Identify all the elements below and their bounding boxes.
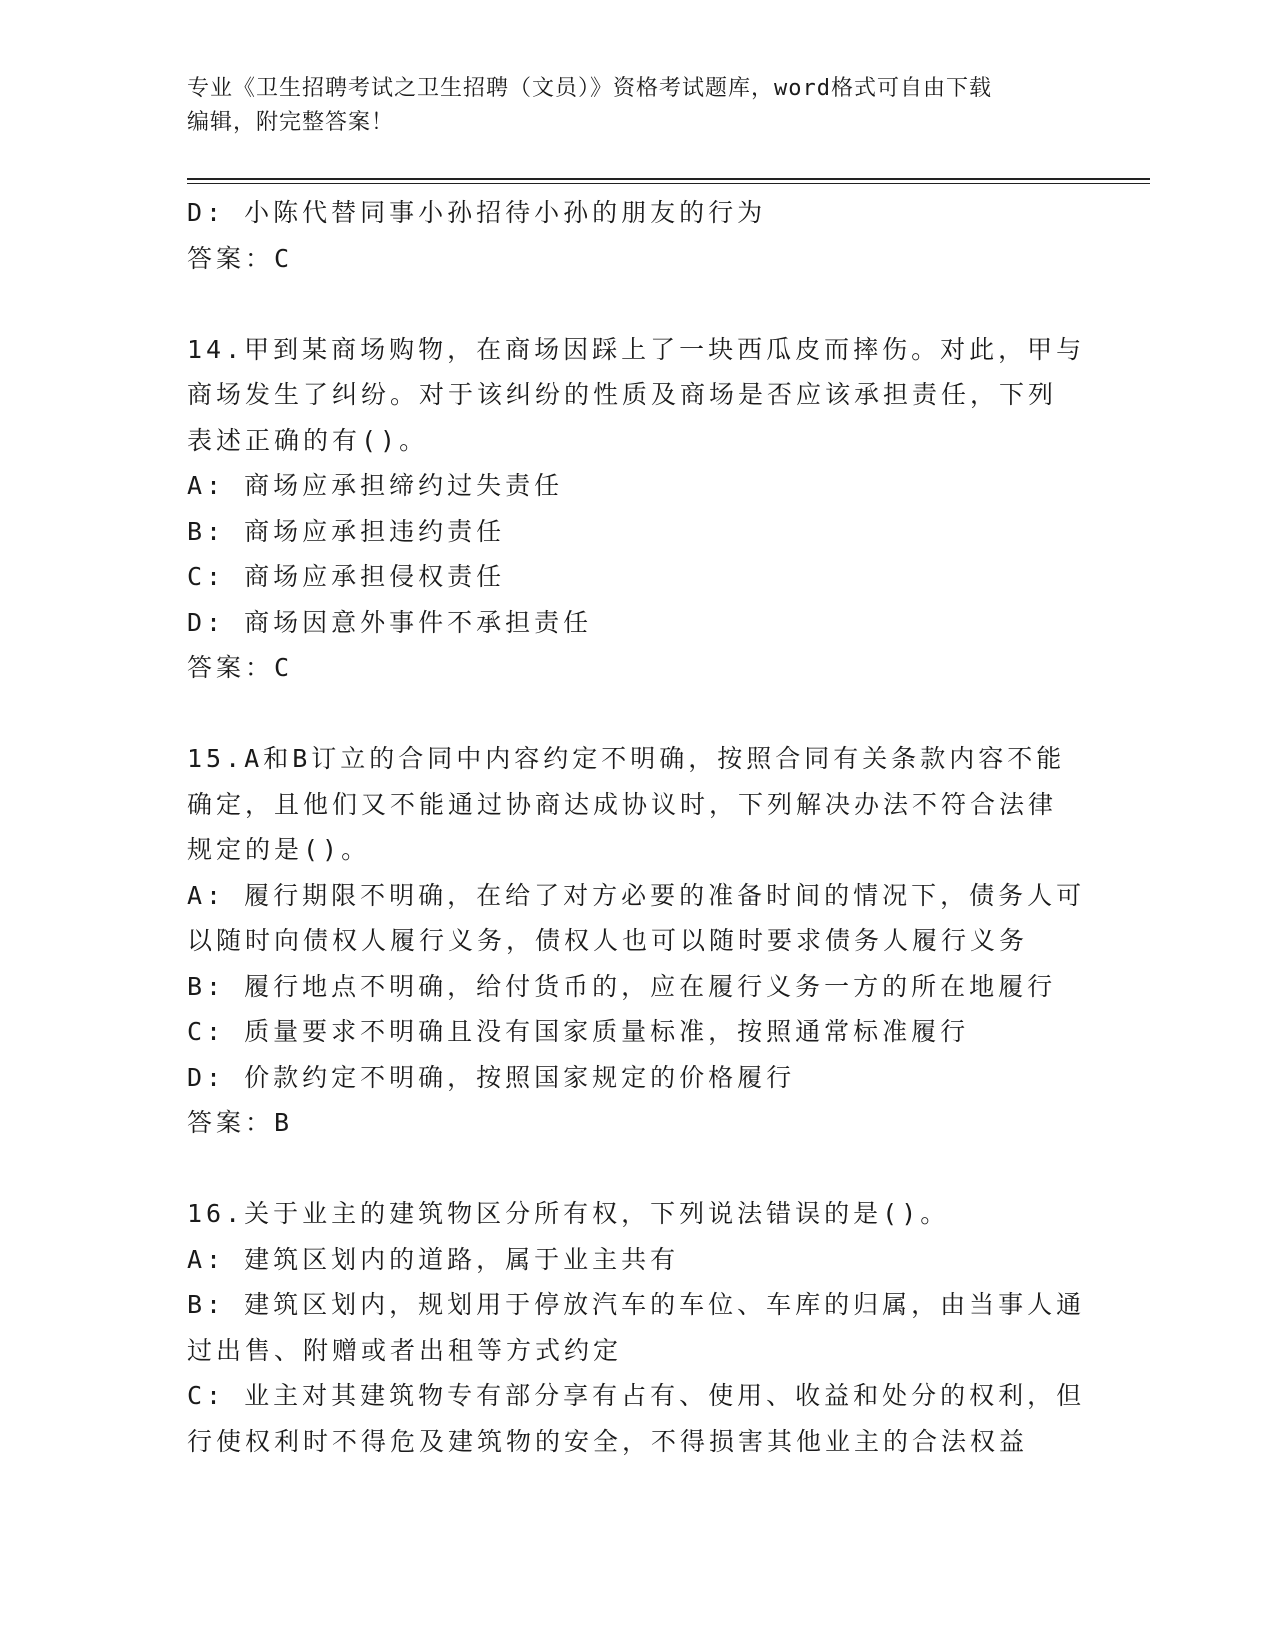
document-header [187,72,1067,140]
answer: 答案：C [187,653,294,682]
question-stem: 商场发生了纠纷。对于该纠纷的性质及商场是否应该承担责任，下列 [187,380,1058,409]
question-15 [187,736,1086,1146]
question-16 [187,1191,1086,1464]
option-d: D: 商场因意外事件不承担责任 [187,607,593,637]
question-stem: 表述正确的有()。 [187,425,429,455]
document-body [187,190,1086,1464]
option-b: B: 商场应承担违约责任 [187,516,506,546]
option-d: D: 小陈代替同事小孙招待小孙的朋友的行为 [187,198,767,227]
question-13-tail [187,190,1067,281]
question-14 [187,327,1086,691]
option-b: B: 建筑区划内，规划用于停放汽车的车位、车库的归属，由当事人通 [187,1290,1086,1319]
option-c: C: 质量要求不明确且没有国家质量标准，按照通常标准履行 [187,1017,970,1046]
option-a: A: 商场应承担缔约过失责任 [187,471,564,500]
option-a: 以随时向债权人履行义务，债权人也可以随时要求债务人履行义务 [187,926,1029,955]
question-stem: 规定的是()。 [187,835,371,864]
header-line-1: 专业《卫生招聘考试之卫生招聘（文员）》资格考试题库，word格式可自由下载 [187,76,992,101]
answer: 答案：B [187,1108,294,1137]
question-stem: 14.甲到某商场购物，在商场因踩上了一块西瓜皮而摔伤。对此，甲与 [187,334,1086,364]
option-b: 过出售、附赠或者出租等方式约定 [187,1335,623,1365]
spacer [187,691,1067,737]
spacer [187,281,1067,327]
option-c: 行使权利时不得危及建筑物的安全，不得损害其他业主的合法权益 [187,1426,1029,1456]
option-a: A: 履行期限不明确，在给了对方必要的准备时间的情况下，债务人可 [187,880,1086,910]
spacer [187,1146,1067,1192]
option-a: A: 建筑区划内的道路，属于业主共有 [187,1244,680,1274]
header-divider-thin [187,183,1150,184]
option-c: C: 商场应承担侵权责任 [187,562,506,591]
question-stem: 16.关于业主的建筑物区分所有权，下列说法错误的是()。 [187,1199,950,1228]
option-b: B: 履行地点不明确，给付货币的，应在履行义务一方的所在地履行 [187,971,1057,1001]
question-stem: 确定，且他们又不能通过协商达成协议时，下列解决办法不符合法律 [187,789,1058,819]
answer: 答案：C [187,243,294,273]
option-c: C: 业主对其建筑物专有部分享有占有、使用、收益和处分的权利，但 [187,1381,1086,1410]
header-line-2: 编辑，附完整答案！ [187,110,395,135]
option-d: D: 价款约定不明确，按照国家规定的价格履行 [187,1062,796,1092]
question-stem: 15.A和B订立的合同中内容约定不明确，按照合同有关条款内容不能 [187,744,1066,773]
header-divider-thick [187,178,1150,180]
